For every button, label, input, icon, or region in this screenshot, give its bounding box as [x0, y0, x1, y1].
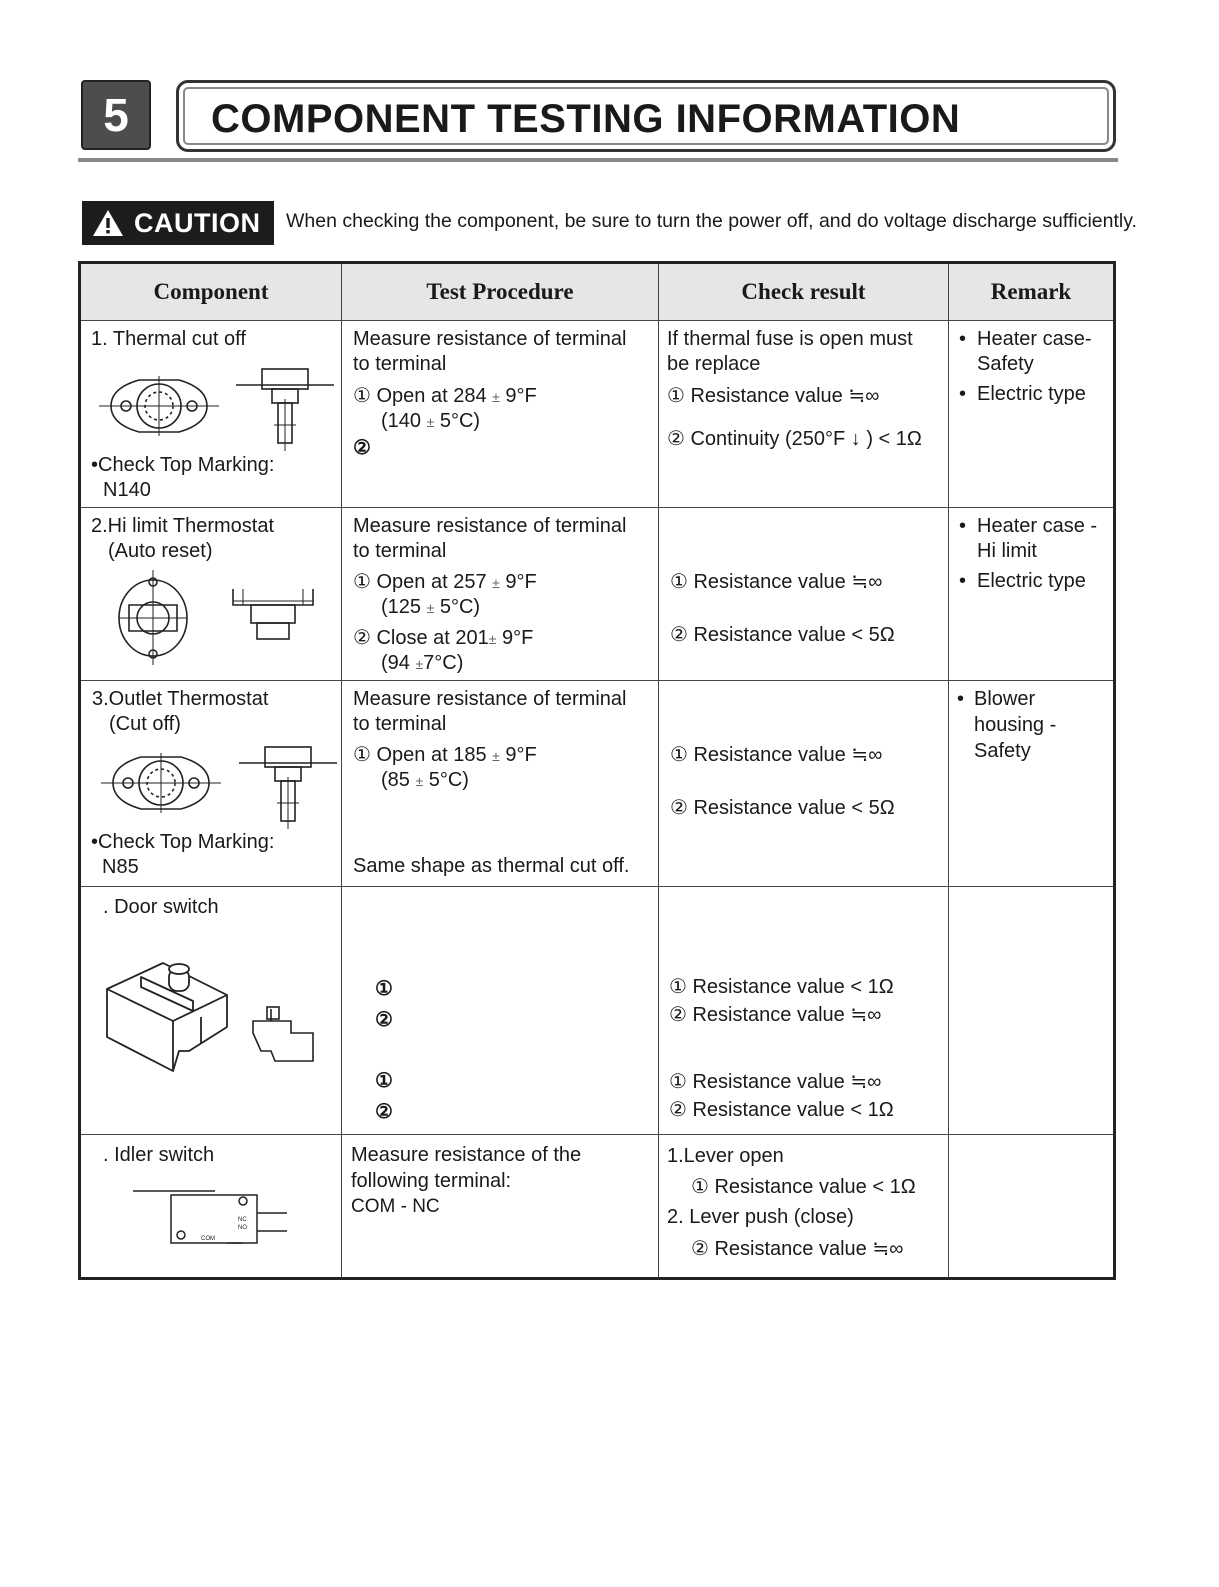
procedure-note: Same shape as thermal cut off.: [353, 855, 630, 877]
result-line: ① Resistance value ≒∞: [667, 385, 880, 407]
plus-minus: ±: [415, 773, 424, 789]
remark-cell: [949, 508, 1115, 681]
component-cell: [80, 1135, 342, 1279]
procedure-step: [381, 768, 469, 794]
result-line: ① Resistance value ≒∞: [669, 1071, 882, 1093]
terminal-label-no: NO: [238, 1225, 247, 1231]
remark-text: Heater case -: [977, 515, 1098, 537]
component-name: . Idler switch: [103, 1144, 215, 1166]
plus-minus: ±: [426, 414, 435, 430]
remark-cell: [949, 887, 1115, 1135]
result-line: ② Resistance value < 1Ω: [669, 1099, 894, 1121]
result-cell: [659, 508, 949, 681]
step-text: (125: [381, 596, 422, 618]
remark-text: housing -: [974, 714, 1057, 736]
remark-text: Blower: [974, 688, 1036, 710]
outlet-thermostat-side-view: [239, 741, 337, 831]
step-text: 5°C): [423, 769, 469, 791]
marking-value: N140: [103, 479, 151, 501]
result-cell: [659, 1135, 949, 1279]
section-number: 5: [81, 80, 151, 150]
marking-value: N85: [102, 856, 139, 878]
component-name: 1. Thermal cut off: [91, 328, 246, 350]
procedure-cell: [342, 508, 659, 681]
procedure-cell: [342, 681, 659, 887]
step-text: ① Open at 257: [353, 571, 487, 593]
marking-note: •Check Top Marking:: [91, 831, 275, 853]
component-cell: [80, 508, 342, 681]
step-text: 5°C): [434, 410, 481, 432]
procedure-line: to terminal: [353, 353, 447, 375]
bullet: •: [959, 383, 967, 405]
procedure-line: Measure resistance of the: [351, 1144, 582, 1166]
component-name: . Door switch: [103, 896, 219, 918]
door-switch-side-view: [247, 1003, 319, 1065]
remark-text: Safety: [977, 353, 1034, 375]
plus-minus: ±: [415, 656, 424, 672]
result-line: be replace: [667, 353, 761, 375]
procedure-step: ②: [375, 1009, 393, 1031]
remark-cell: [949, 321, 1115, 508]
bullet: •: [959, 328, 967, 350]
remark-text: Electric type: [977, 383, 1086, 405]
procedure-line: to terminal: [353, 540, 447, 562]
result-line: ② Resistance value ≒∞: [691, 1238, 904, 1260]
idler-switch-diagram: [131, 1185, 291, 1247]
procedure-step: [381, 651, 463, 677]
step-text: ① Open at 284: [353, 385, 487, 407]
result-line: ① Resistance value ≒∞: [670, 744, 883, 766]
page-title: COMPONENT TESTING INFORMATION: [211, 97, 961, 141]
procedure-line: Measure resistance of terminal: [353, 515, 627, 537]
marking-note: •Check Top Marking:: [91, 454, 275, 476]
step-text: 9°F: [499, 571, 537, 593]
procedure-cell: [342, 321, 659, 508]
result-line: If thermal fuse is open must: [667, 328, 913, 350]
component-subname: (Auto reset): [108, 540, 213, 562]
procedure-step: ②: [375, 1101, 393, 1123]
procedure-step: [353, 570, 537, 596]
terminal-label-com: COM: [201, 1236, 215, 1242]
procedure-step: [353, 626, 533, 652]
column-header: Check result: [659, 263, 949, 321]
outlet-thermostat-top-view: [101, 743, 221, 823]
remark-cell: [949, 681, 1115, 887]
result-line: ① Resistance value < 1Ω: [691, 1176, 916, 1198]
component-cell: [80, 321, 342, 508]
plus-minus: ±: [492, 748, 500, 764]
step-text: (85: [381, 769, 410, 791]
procedure-cell: [342, 1135, 659, 1279]
component-cell: [80, 681, 342, 887]
component-table: [78, 261, 1116, 1280]
step-text: (140: [381, 410, 422, 432]
procedure-line: to terminal: [353, 713, 447, 735]
plus-minus: ±: [488, 631, 497, 647]
result-line: ② Continuity (250°F ↓ ) < 1Ω: [667, 428, 922, 450]
component-name: 3.Outlet Thermostat: [92, 688, 269, 710]
table-row: [80, 681, 1115, 887]
procedure-step: [381, 409, 480, 435]
column-header: Test Procedure: [342, 263, 659, 321]
step-text: 5°C): [434, 596, 481, 618]
procedure-line: Measure resistance of terminal: [353, 688, 627, 710]
table-row: [80, 508, 1115, 681]
caution-text: When checking the component, be sure to turn the power off, and do voltage discharge sufficiently.: [286, 210, 1137, 232]
remark-cell: [949, 1135, 1115, 1279]
result-line: ② Resistance value < 5Ω: [670, 624, 895, 646]
header-rule: [78, 158, 1118, 162]
step-text: ② Close at 201: [353, 627, 489, 649]
hi-limit-top-view: [113, 570, 193, 665]
table-row: [80, 887, 1115, 1135]
procedure-line: following terminal:: [351, 1170, 512, 1192]
result-line: ① Resistance value ≒∞: [670, 571, 883, 593]
thermal-cutoff-side-view: [236, 363, 334, 453]
bullet: •: [959, 570, 967, 592]
table-row: [80, 321, 1115, 508]
bullet: •: [959, 515, 967, 537]
procedure-step: [353, 743, 537, 769]
step-text: 9°F: [496, 627, 534, 649]
result-cell: [659, 681, 949, 887]
caution-badge: [82, 201, 274, 245]
result-cell: [659, 887, 949, 1135]
step-text: (94: [381, 652, 410, 674]
thermal-cutoff-top-view: [99, 366, 219, 446]
table-header-row: [80, 263, 1115, 321]
step-text: ① Open at 185: [353, 744, 487, 766]
result-line: 1.Lever open: [667, 1145, 784, 1167]
column-header: Component: [80, 263, 342, 321]
remark-text: Electric type: [977, 570, 1086, 592]
procedure-line: Measure resistance of terminal: [353, 328, 627, 350]
step-text: 9°F: [499, 385, 537, 407]
result-line: ② Resistance value < 5Ω: [670, 797, 895, 819]
column-header: Remark: [949, 263, 1115, 321]
bullet: •: [957, 688, 965, 710]
component-name: 2.Hi limit Thermostat: [91, 515, 275, 537]
warning-icon: [92, 208, 124, 238]
component-cell: [80, 887, 342, 1135]
result-line: ② Resistance value ≒∞: [669, 1004, 882, 1026]
step-text: 9°F: [499, 744, 537, 766]
step-text: 7°C): [423, 652, 464, 674]
procedure-step: ②: [353, 437, 371, 459]
door-switch-iso-view: [103, 959, 235, 1075]
procedure-step: [353, 384, 537, 410]
result-line: 2. Lever push (close): [667, 1206, 854, 1228]
hi-limit-side-view: [229, 583, 317, 653]
component-subname: (Cut off): [109, 713, 181, 735]
procedure-step: ①: [375, 978, 393, 1000]
remark-text: Hi limit: [977, 540, 1037, 562]
plus-minus: ±: [426, 600, 435, 616]
procedure-step: ①: [375, 1070, 393, 1092]
table-row: [80, 1135, 1115, 1279]
procedure-cell: [342, 887, 659, 1135]
caution-label: CAUTION: [134, 207, 261, 238]
plus-minus: ±: [492, 575, 500, 591]
procedure-line: COM - NC: [351, 1196, 440, 1217]
remark-text: Heater case-: [977, 328, 1092, 350]
procedure-step: [381, 595, 480, 621]
plus-minus: ±: [492, 389, 500, 405]
result-cell: [659, 321, 949, 508]
remark-text: Safety: [974, 740, 1031, 762]
terminal-label-nc: NC: [238, 1217, 247, 1223]
result-line: ① Resistance value < 1Ω: [669, 976, 894, 998]
page-title-box: [176, 80, 1116, 152]
